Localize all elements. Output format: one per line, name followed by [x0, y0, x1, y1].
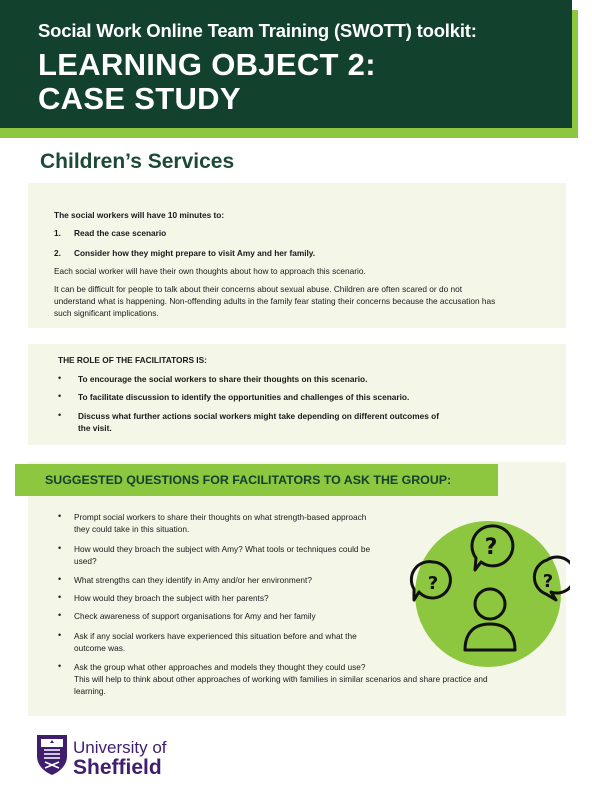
svg-text:?: ?: [484, 535, 498, 560]
logo-text-line-1: University of: [73, 738, 167, 757]
question-item: Check awareness of support organisations for Amy and her family: [74, 611, 316, 621]
intro-lead: The social workers will have 10 minutes to:: [54, 210, 225, 220]
questions-heading: SUGGESTED QUESTIONS FOR FACILITATORS TO ASK THE GROUP:: [45, 473, 452, 487]
question-item: Prompt social workers to share their thoughts on what strength-based approach: [74, 512, 367, 522]
svg-text:?: ?: [427, 573, 439, 594]
questions-heading-bar: [15, 464, 498, 496]
intro-paragraph-line: such significant implications.: [54, 308, 159, 318]
question-item-cont: outcome was.: [74, 643, 126, 653]
facilitators-panel: [28, 344, 566, 445]
header-banner: [0, 0, 572, 128]
step-number: 1.: [54, 228, 61, 238]
question-item-cont: they could take in this situation.: [74, 524, 190, 534]
question-item-cont: used?: [74, 556, 97, 566]
bullet-dot: •: [58, 511, 62, 521]
section-title: Children’s Services: [40, 150, 235, 173]
title-line-2: CASE STUDY: [38, 81, 241, 116]
bullet-dot: •: [58, 661, 62, 671]
intro-paragraph-line: It can be difficult for people to talk about their concerns about sexual abuse. Children are often scared or do not: [54, 284, 463, 294]
facilitator-item: Discuss what further actions social workers might take depending on different outcomes of: [78, 411, 439, 421]
question-item: How would they broach the subject with her parents?: [74, 593, 269, 603]
facilitator-item-cont: the visit.: [78, 423, 112, 433]
intro-paragraph-line: understand what is happening. Non-offending adults in the family fear stating their concerns because the accusation has: [54, 296, 496, 306]
university-crest-icon: [36, 734, 68, 776]
page-title: [38, 48, 376, 116]
question-item: Ask if any social workers have experienced this situation before and what the: [74, 631, 357, 641]
bullet-dot: •: [58, 630, 62, 640]
bullet-dot: •: [58, 592, 62, 602]
facilitator-item: To facilitate discussion to identify the opportunities and challenges of this scenario.: [78, 392, 410, 402]
svg-text:?: ?: [542, 571, 554, 592]
bullet-dot: •: [58, 410, 62, 420]
step-text: Read the case scenario: [74, 228, 167, 238]
bullet-dot: •: [58, 391, 62, 401]
toolkit-subtitle: Social Work Online Team Training (SWOTT) toolkit:: [38, 20, 477, 41]
question-item: Ask the group what other approaches and models they thought they could use?: [74, 662, 366, 672]
intro-panel: [28, 183, 566, 328]
facilitator-item: To encourage the social workers to share their thoughts on this scenario.: [78, 374, 368, 384]
question-item: What strengths can they identify in Amy and/or her environment?: [74, 575, 312, 585]
question-item-cont: learning.: [74, 686, 106, 696]
step-number: 2.: [54, 248, 61, 258]
person-questions-icon: [405, 512, 570, 672]
question-item-cont: This will help to think about other approaches of working with families in similar scenarios and share practice and: [74, 674, 488, 684]
bullet-dot: •: [58, 373, 62, 383]
title-line-1: LEARNING OBJECT 2:: [38, 47, 376, 82]
bullet-dot: •: [58, 610, 62, 620]
logo-text-line-2: Sheffield: [73, 756, 162, 779]
intro-paragraph: Each social worker will have their own thoughts about how to approach this scenario.: [54, 266, 366, 276]
bullet-dot: •: [58, 543, 62, 553]
bullet-dot: •: [58, 574, 62, 584]
step-text: Consider how they might prepare to visit Amy and her family.: [74, 248, 316, 258]
question-item: How would they broach the subject with Amy? What tools or techniques could be: [74, 544, 371, 554]
facilitators-heading: THE ROLE OF THE FACILITATORS IS:: [58, 355, 207, 365]
